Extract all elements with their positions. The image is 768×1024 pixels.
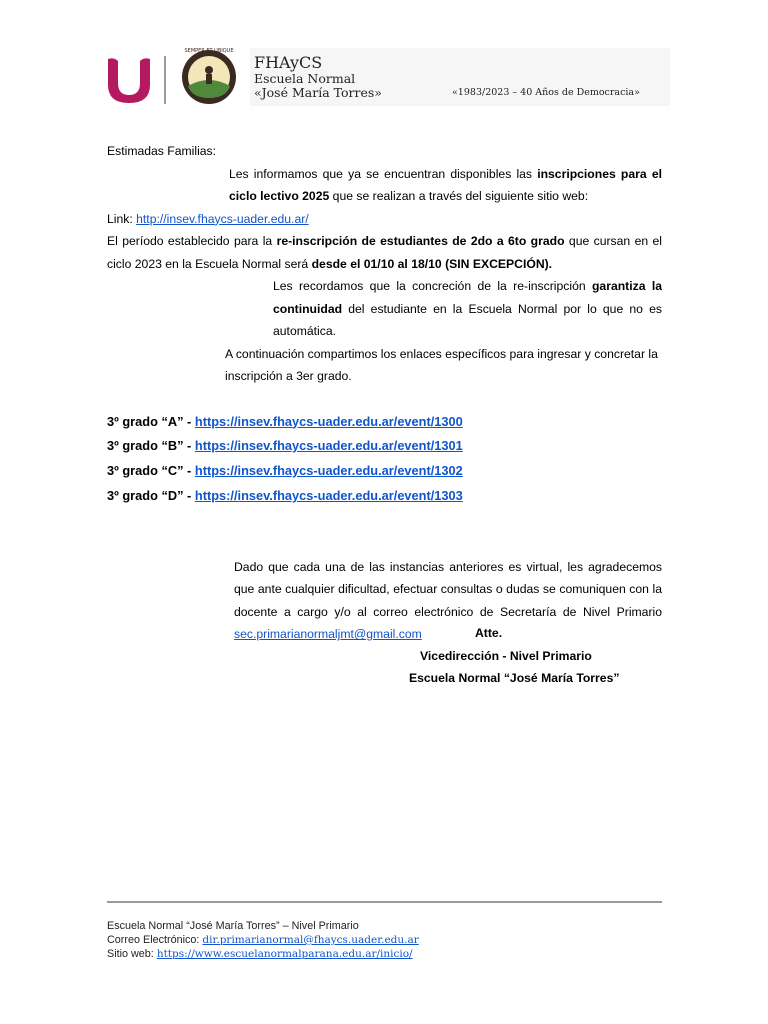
insev-link[interactable]: http://insev.fhaycs-uader.edu.ar/ [136,211,309,226]
link-line [107,208,662,231]
grade-a-link[interactable]: https://insev.fhaycs-uader.edu.ar/event/1300 [194,413,463,429]
brand-line3: «José María Torres» [254,85,382,100]
p2-text-a: El período establecido para la [107,234,277,248]
p3-text-a: Les recordamos que la concreción de la re-inscripción [273,279,592,293]
brand-block [254,53,382,100]
footer-email-link[interactable]: dir.primarianormal@fhaycs.uader.edu.ar [202,934,419,946]
footer-school: Escuela Normal “José María Torres” – Nivel Primario [107,920,359,932]
secretaria-email-link[interactable]: sec.primarianormaljmt@gmail.com [234,627,422,642]
greeting: Estimadas Familias: [107,144,217,158]
p2-text-d: desde el 01/10 al 18/10 (SIN EXCEPCIÓN). [311,256,553,271]
grade-link-row [107,410,662,435]
p5-text: Dado que cada una de las instancias anteriores es virtual, les agradecemos que ante cualquier dificultad, efectuar consultas o dudas se comuniquen con la docente a cargo y/o al correo electrónico de Secretaría de Nivel Primario [234,559,662,619]
grade-label: 3º grado “A” - [107,413,195,429]
paragraph-period [107,230,662,275]
spacer [107,388,662,410]
brand-name: FHAyCS [254,53,323,72]
paragraph-announcement [107,163,662,208]
footer-email-line [107,933,419,947]
footer-divider [107,901,662,903]
grade-c-link[interactable]: https://insev.fhaycs-uader.edu.ar/event/1302 [194,463,463,479]
signature-closing: Atte. [475,626,503,640]
grade-link-row [107,434,662,459]
grade-d-link[interactable]: https://insev.fhaycs-uader.edu.ar/event/1303 [194,487,463,503]
svg-text:SEMPER ET UBIQUE: SEMPER ET UBIQUE [184,48,234,54]
footer [107,919,419,961]
school-seal-icon [180,46,238,106]
grade-link-row [107,484,662,509]
grade-label: 3º grado “D” - [107,487,195,503]
link-label: Link: [107,211,137,226]
logo-divider [164,56,166,104]
footer-email-label: Correo Electrónico: [107,934,203,946]
p1-text-a: Les informamos que ya se encuentran disponibles las [229,166,538,181]
p2-text-c: que cursan en el ciclo 2023 en la Escuela Normal será [107,234,662,271]
signature-block [350,622,680,690]
signature-school: Escuela Normal “José María Torres” [409,671,620,685]
grade-b-link[interactable]: https://insev.fhaycs-uader.edu.ar/event/1301 [194,438,463,454]
grade-label: 3º grado “C” - [107,463,195,479]
signature-department: Vicedirección - Nivel Primario [420,648,592,663]
p1-text-b: inscripciones para el ciclo lectivo 2025 [229,166,662,203]
paragraph-continuity [107,275,662,343]
p2-text-b: re-inscripción de estudiantes de 2do a 6to grado [276,234,565,248]
footer-web-link[interactable]: https://www.escuelanormalparana.edu.ar/inicio/ [156,948,413,960]
democracy-tagline: «1983/2023 – 40 Años de Democracia» [452,87,640,98]
grade-link-row [107,459,662,484]
letter-body [107,140,662,646]
p3-text-b: garantiza la continuidad [273,279,662,316]
uader-logo-icon [106,55,152,105]
brand-line2: Escuela Normal [254,71,356,86]
grade-label: 3º grado “B” - [107,438,195,454]
p1-text-c: que se realizan a través del siguiente sitio web: [329,189,589,203]
paragraph-links-intro: A continuación compartimos los enlaces específicos para ingresar y concretar la inscripción a 3er grado. [225,346,658,383]
footer-web-label: Sitio web: [107,948,157,960]
footer-web-line [107,947,419,961]
spacer [107,509,662,556]
p3-text-c: del estudiante en la Escuela Normal por lo que no es automática. [273,301,662,338]
